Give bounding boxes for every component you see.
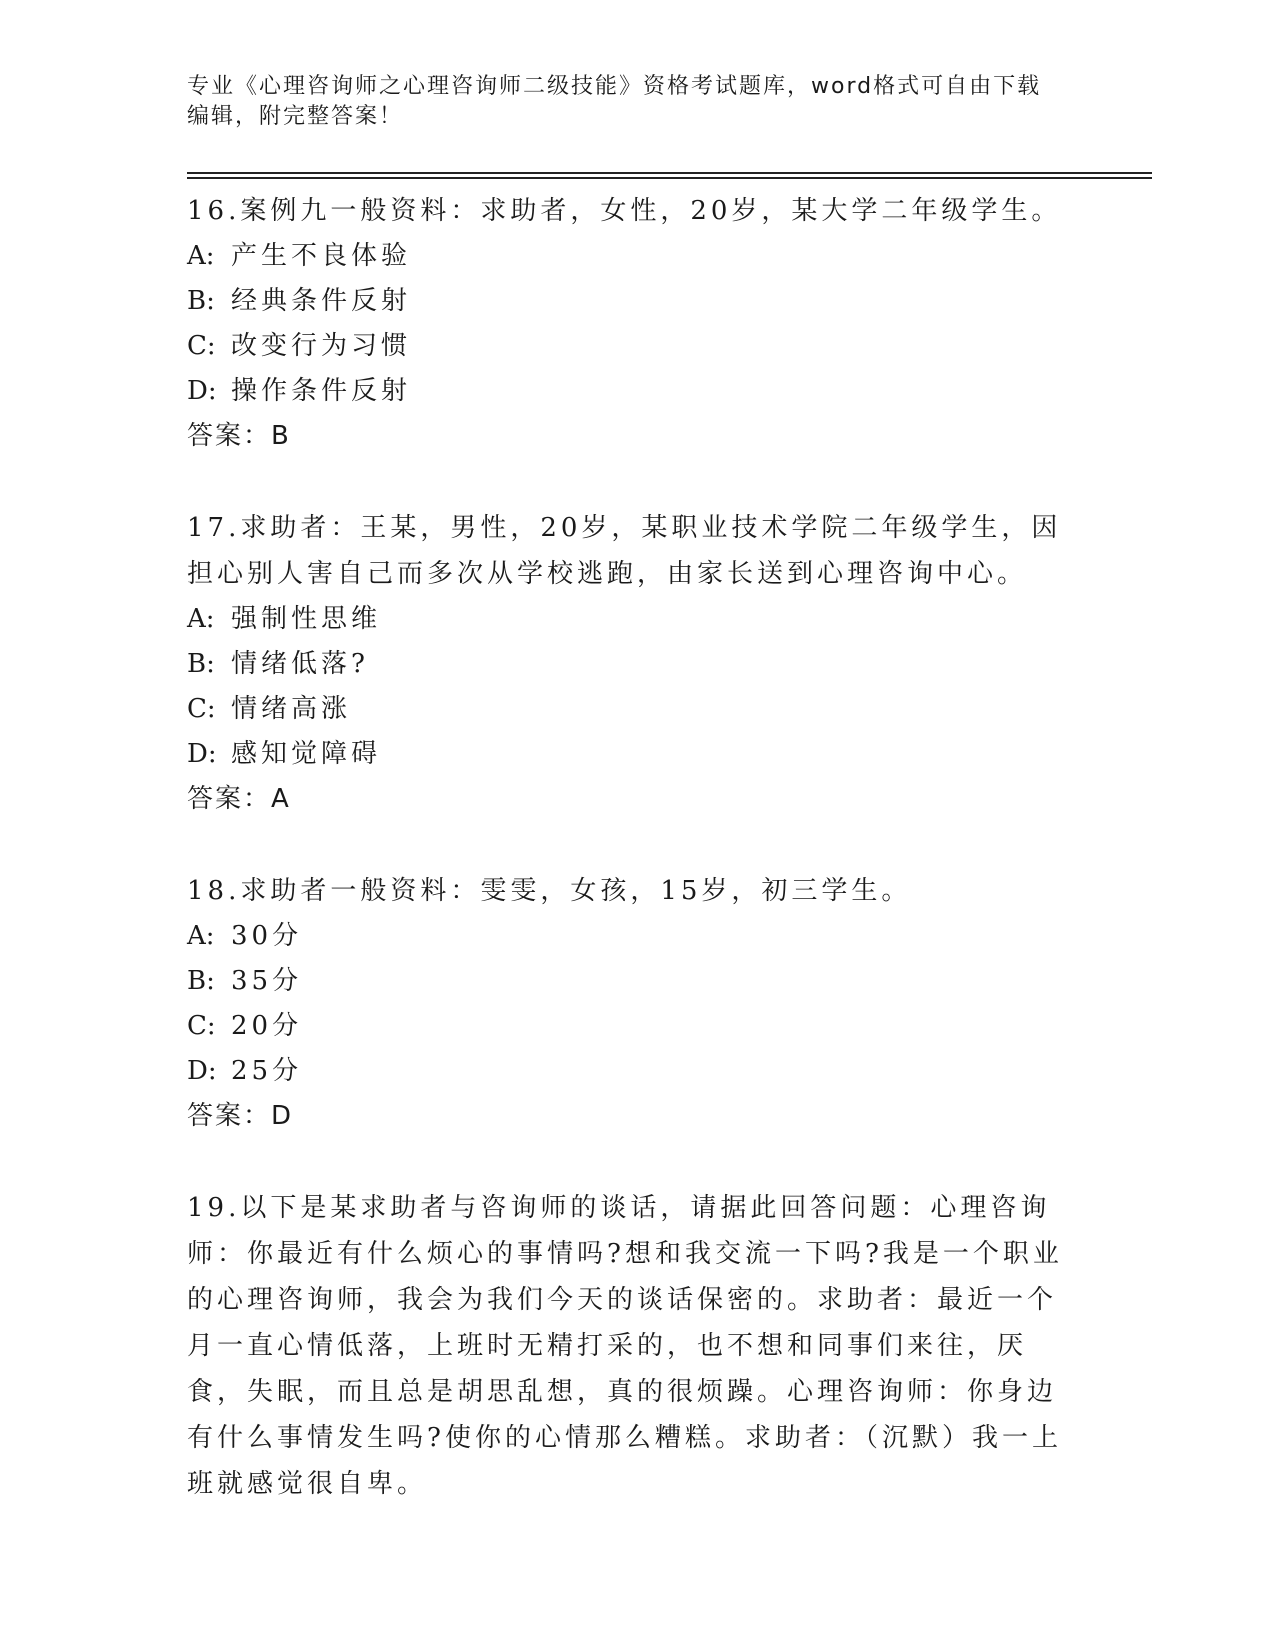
option-text: 情绪低落? xyxy=(231,649,369,679)
question-text: 18.求助者一般资料：雯雯，女孩，15岁，初三学生。 xyxy=(187,876,912,906)
option-text: 产生不良体验 xyxy=(231,241,412,271)
question-18 xyxy=(187,868,1067,1139)
option-text: 经典条件反射 xyxy=(231,286,412,316)
option-letter: A: xyxy=(187,241,215,271)
option-d xyxy=(187,369,1067,414)
question-text: 17.求助者：王某，男性，20岁，某职业技术学院二年级学生，因担心别人害自己而多次从学校逃跑，由家长送到心理咨询中心。 xyxy=(187,513,1062,589)
option-letter: B: xyxy=(187,286,215,316)
option-b xyxy=(187,279,1067,324)
option-letter: B: xyxy=(187,966,215,996)
answer-label: 答案：D xyxy=(187,1101,294,1131)
option-a xyxy=(187,234,1067,279)
option-text: 感知觉障碍 xyxy=(231,739,382,769)
header-divider-top xyxy=(187,172,1152,174)
option-letter: D: xyxy=(187,739,217,769)
option-letter: D: xyxy=(187,376,217,406)
option-text: 20分 xyxy=(231,1011,303,1041)
page-header xyxy=(187,72,1067,132)
option-text: 25分 xyxy=(231,1056,303,1086)
option-text: 情绪高涨 xyxy=(231,694,352,724)
option-letter: A: xyxy=(187,921,215,951)
question-17 xyxy=(187,505,1067,822)
option-b xyxy=(187,959,1067,1004)
option-c xyxy=(187,687,1067,732)
answer-label: 答案：A xyxy=(187,784,291,814)
option-c xyxy=(187,1004,1067,1049)
option-d xyxy=(187,732,1067,777)
option-text: 改变行为习惯 xyxy=(231,331,412,361)
option-a xyxy=(187,597,1067,642)
option-letter: C: xyxy=(187,1011,216,1041)
option-text: 35分 xyxy=(231,966,303,996)
option-letter: C: xyxy=(187,694,216,724)
option-letter: D: xyxy=(187,1056,217,1086)
answer-label: 答案：B xyxy=(187,421,291,451)
option-letter: A: xyxy=(187,604,215,634)
question-list xyxy=(187,188,1067,1553)
option-text: 操作条件反射 xyxy=(231,376,412,406)
option-letter: B: xyxy=(187,649,215,679)
question-16 xyxy=(187,188,1067,459)
question-text: 19.以下是某求助者与咨询师的谈话，请据此回答问题：心理咨询师：你最近有什么烦心的事情吗?想和我交流一下吗?我是一个职业的心理咨询师，我会为我们今天的谈话保密的。求助者：最近一个月一直心情低落，上班时无精打采的，也不想和同事们来往，厌食，失眠，而且总是胡思乱想，真的很烦躁。心理咨询师：你身边有什么事情发生吗?使你的心情那么糟糕。求助者：（沉默）我一上班就感觉很自卑。 xyxy=(187,1193,1063,1499)
option-c xyxy=(187,324,1067,369)
option-a xyxy=(187,914,1067,959)
header-line-1: 专业《心理咨询师之心理咨询师二级技能》资格考试题库，word格式可自由下载 xyxy=(187,74,1042,99)
header-divider-bottom xyxy=(187,177,1152,179)
option-text: 30分 xyxy=(231,921,303,951)
question-text: 16.案例九一般资料：求助者，女性，20岁，某大学二年级学生。 xyxy=(187,196,1062,226)
option-text: 强制性思维 xyxy=(231,604,382,634)
option-letter: C: xyxy=(187,331,216,361)
header-line-2: 编辑，附完整答案！ xyxy=(187,104,404,129)
option-b xyxy=(187,642,1067,687)
option-d xyxy=(187,1049,1067,1094)
question-19 xyxy=(187,1185,1067,1507)
